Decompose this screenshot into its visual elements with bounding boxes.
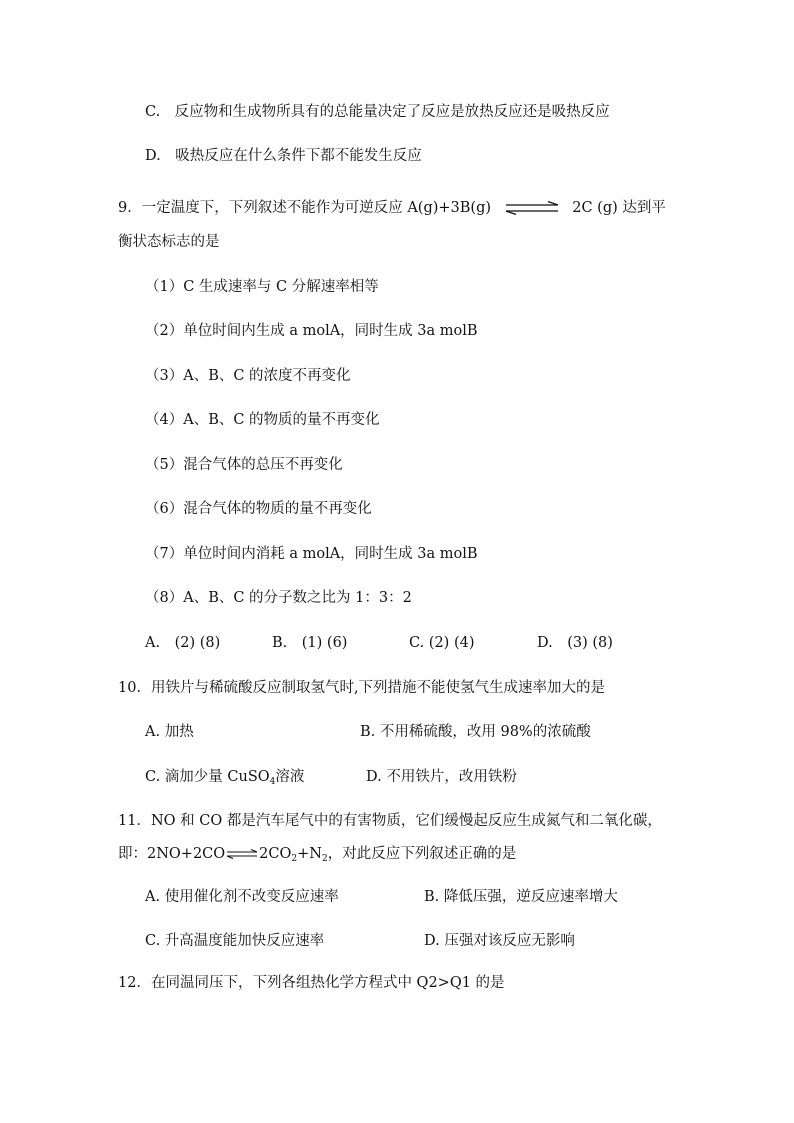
- q10-option-d: D. 不用铁片，改用铁粉: [366, 769, 517, 785]
- q11-eq-suffix: ，对此反应下列叙述正确的是: [327, 846, 517, 862]
- q9-stem-line2: 衡状态标志的是: [118, 234, 220, 250]
- q11-equation: [118, 844, 516, 869]
- q9-item-2: （2）单位时间内生成 a molA，同时生成 3a molB: [145, 323, 478, 339]
- q11-eq-sub-1: 2: [291, 854, 298, 864]
- q9-item-1: （1）C 生成速率与 C 分解速率相等: [145, 279, 379, 295]
- q11-option-c: C. 升高温度能加快反应速率: [145, 933, 325, 949]
- q9-item-7: （7）单位时间内消耗 a molA，同时生成 3a molB: [145, 546, 478, 562]
- q10-option-c-subscript: 4: [269, 777, 276, 787]
- q10-option-a: A. 加热: [145, 724, 194, 740]
- q10-option-c-text: C. 滴加少量 CuSO: [145, 769, 270, 785]
- q9-item-5: （5）混合气体的总压不再变化: [145, 457, 343, 473]
- q11-eq-product-co2: 2CO: [259, 846, 292, 862]
- q11-eq-product-n2: +N: [297, 846, 322, 862]
- q11-eq-reactants: 即：2NO+2CO: [118, 846, 226, 862]
- q10-option-c: [145, 767, 304, 792]
- q9-stem-product: 2C (g) 达到平: [572, 200, 666, 216]
- q8-option-c: C. 反应物和生成物所具有的总能量决定了反应是放热反应还是吸热反应: [145, 104, 610, 120]
- q9-item-6: （6）混合气体的物质的量不再变化: [145, 501, 372, 517]
- q9-stem-text: 9．一定温度下，下列叙述不能作为可逆反应 A(g)+3B(g): [118, 200, 492, 216]
- q9-item-8: （8）A、B、C 的分子数之比为 1：3：2: [145, 590, 412, 606]
- q11-option-a: A. 使用催化剂不改变反应速率: [145, 889, 339, 905]
- q10-option-b: B. 不用稀硫酸，改用 98%的浓硫酸: [360, 724, 591, 740]
- q9-stem: [118, 198, 666, 218]
- q11-option-b: B. 降低压强，逆反应速率增大: [424, 889, 618, 905]
- q12-stem: 12．在同温同压下，下列各组热化学方程式中 Q2>Q1 的是: [118, 975, 505, 991]
- q9-item-3: （3）A、B、C 的浓度不再变化: [145, 368, 351, 384]
- equilibrium-arrow-icon: [226, 849, 258, 859]
- q9-option-b: B. (1) (6): [272, 635, 348, 651]
- q11-eq-sub-2: 2: [321, 854, 328, 864]
- q11-option-d: D. 压强对该反应无影响: [424, 933, 575, 949]
- q11-stem: 11．NO 和 CO 都是汽车尾气中的有害物质，它们缓慢起反应生成氮气和二氧化碳，: [118, 813, 662, 829]
- equilibrium-arrow-icon: [504, 201, 560, 215]
- q9-option-d: D. (3) (8): [537, 635, 613, 651]
- q10-option-c-suffix: 溶液: [275, 769, 305, 785]
- q9-item-4: （4）A、B、C 的物质的量不再变化: [145, 412, 380, 428]
- q8-option-d: D. 吸热反应在什么条件下都不能发生反应: [145, 148, 422, 164]
- q9-option-c: C. (2) (4): [409, 635, 475, 651]
- q10-stem: 10．用铁片与稀硫酸反应制取氢气时,下列措施不能使氢气生成速率加大的是: [118, 680, 606, 696]
- q9-option-a: A. (2) (8): [145, 635, 221, 651]
